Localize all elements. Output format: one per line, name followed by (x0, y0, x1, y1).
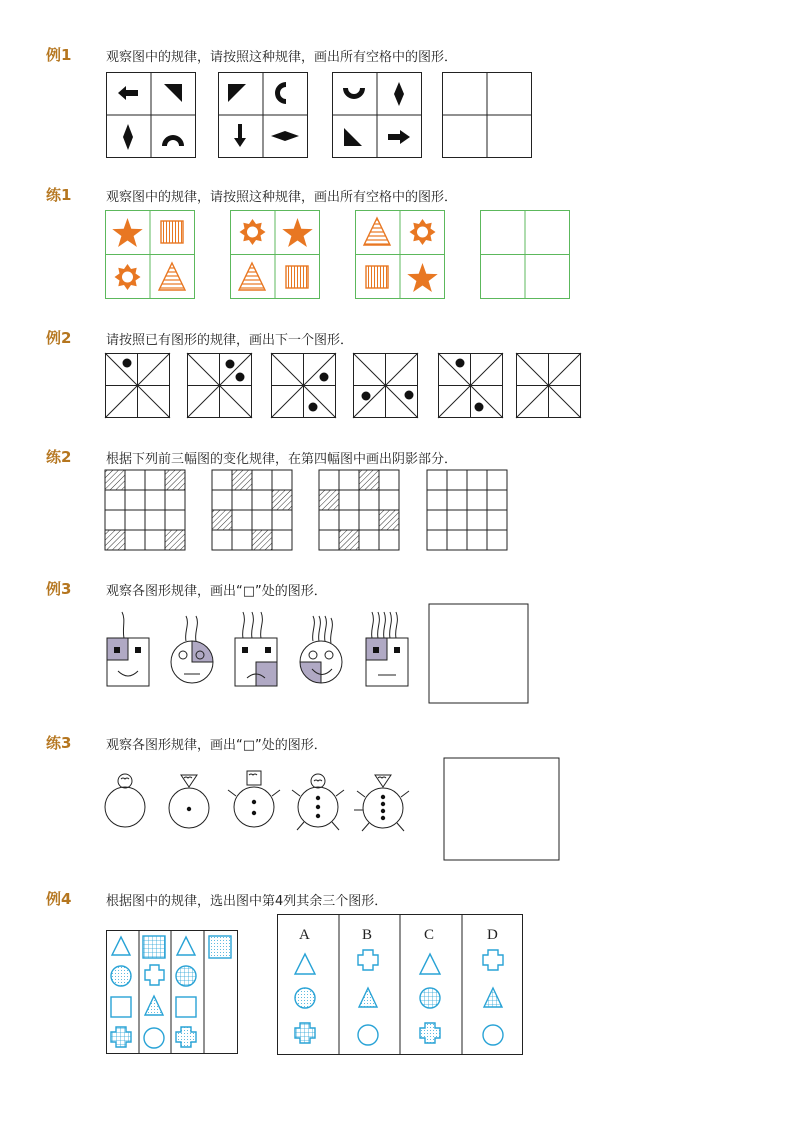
section-text-pr1: 观察图中的规律，请按照这种规律，画出所有空格中的图形． (106, 190, 458, 205)
section-label-pr3: 练3 (46, 734, 72, 752)
option-c-label[interactable]: C (424, 927, 435, 943)
section-text-pr2: 根据下列前三幅图的变化规律，在第四幅图中画出阴影部分． (106, 452, 458, 467)
section-label-ex4: 例4 (46, 890, 72, 908)
section-label-ex3: 例3 (46, 580, 72, 598)
option-b-label[interactable]: B (362, 927, 373, 943)
option-d-label[interactable]: D (487, 927, 498, 943)
section-text-pr3: 观察各图形规律，画出“□”处的图形． (106, 738, 327, 753)
section-text-ex1: 观察图中的规律，请按照这种规律，画出所有空格中的图形． (106, 50, 458, 65)
section-label-pr2: 练2 (46, 448, 72, 466)
section-label-ex2: 例2 (46, 329, 72, 347)
section-label-pr1: 练1 (46, 186, 72, 204)
section-text-ex3: 观察各图形规律，画出“□”处的图形． (106, 584, 327, 599)
section-text-ex2: 请按照已有图形的规律，画出下一个图形． (106, 333, 354, 348)
option-a-label[interactable]: A (299, 927, 310, 943)
section-label-ex1: 例1 (46, 46, 72, 64)
section-text-ex4: 根据图中的规律，选出图中第4列其余三个图形． (106, 894, 388, 909)
